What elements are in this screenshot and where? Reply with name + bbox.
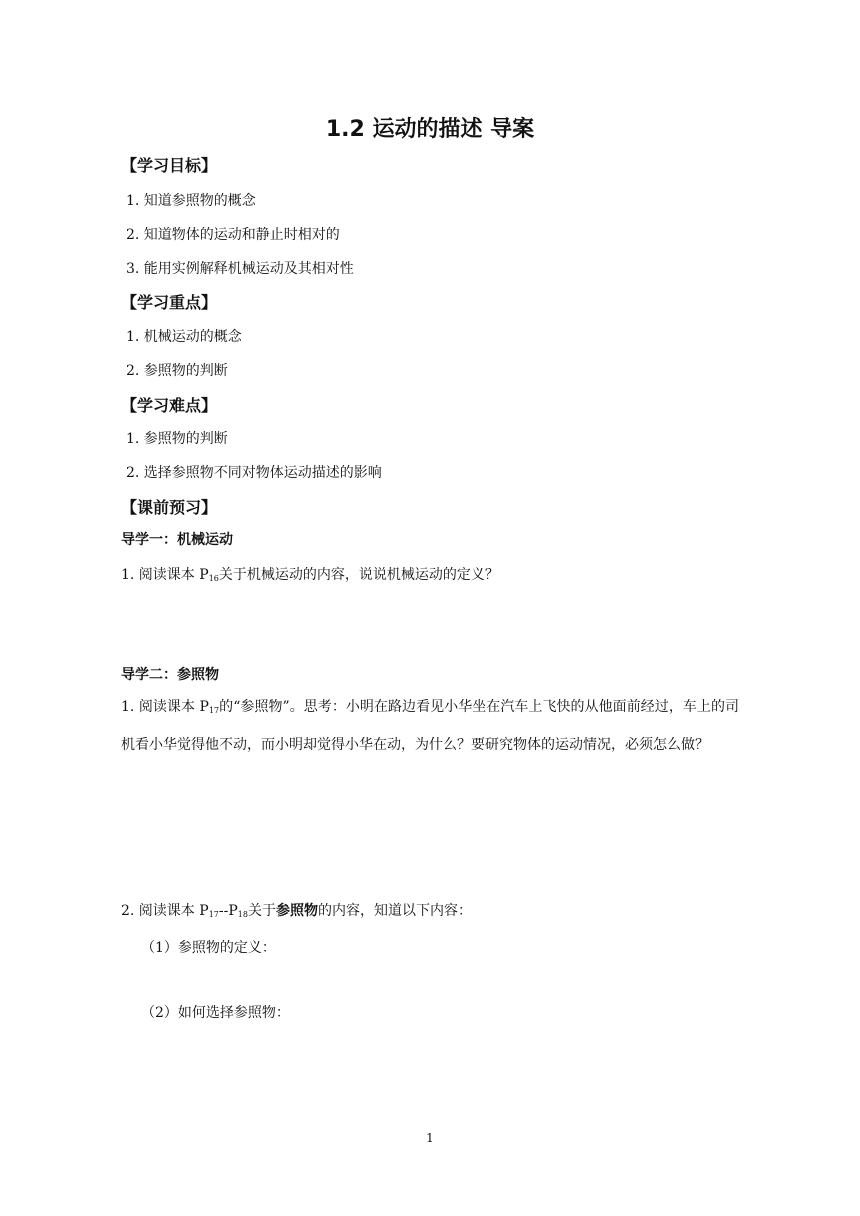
guide2-q2-page-subscript-1: 17 bbox=[208, 910, 219, 919]
guide2-q2-text-mid: --P bbox=[218, 903, 238, 919]
guide2-question-1 bbox=[121, 690, 739, 762]
page-number: 1 bbox=[426, 1131, 434, 1145]
goals-heading: 【学习目标】 bbox=[121, 156, 218, 175]
guide1-q1-page-subscript: 16 bbox=[208, 574, 219, 583]
guide2-title: 导学二：参照物 bbox=[121, 667, 219, 683]
goal-item-1: 1. 知道参照物的概念 bbox=[126, 193, 256, 209]
page-title: 1.2 运动的描述 导案 bbox=[325, 117, 535, 142]
goal-item-3: 3. 能用实例解释机械运动及其相对性 bbox=[126, 261, 354, 277]
guide2-q1-text-pre: 1. 阅读课本 P bbox=[121, 699, 209, 715]
key-points-heading: 【学习重点】 bbox=[121, 293, 218, 312]
guide2-q1-page-subscript: 17 bbox=[208, 706, 220, 715]
guide1-question-1 bbox=[121, 564, 499, 584]
difficulties-heading: 【学习难点】 bbox=[121, 396, 218, 415]
guide2-q2-page-subscript-2: 18 bbox=[237, 910, 248, 919]
goal-item-2: 2. 知道物体的运动和静止时相对的 bbox=[126, 227, 340, 243]
difficulty-item-1: 1. 参照物的判断 bbox=[126, 431, 228, 447]
guide2-q2-text-post-pre: 关于 bbox=[247, 903, 276, 919]
guide2-q1-text-post: 的“参照物”。思考：小明在路边看见小华坐在汽车上飞快的从他面前经过，车上的司机看小华觉得他不动，而小明却觉得小华在动，为什么？要研究物体的运动情况，必须怎么做？ bbox=[121, 699, 740, 753]
difficulty-item-2: 2. 选择参照物不同对物体运动描述的影响 bbox=[126, 465, 382, 481]
guide1-q1-text-pre: 1. 阅读课本 P bbox=[121, 567, 209, 583]
guide2-q2-text-pre: 2. 阅读课本 P bbox=[121, 903, 209, 919]
key-point-item-2: 2. 参照物的判断 bbox=[126, 363, 228, 379]
guide2-question-2 bbox=[121, 900, 472, 920]
guide2-q2-bold-term: 参照物 bbox=[275, 903, 318, 919]
guide1-q1-text-post: 关于机械运动的内容，说说机械运动的定义？ bbox=[218, 567, 499, 583]
guide2-q2-text-post: 的内容，知道以下内容： bbox=[317, 903, 472, 919]
guide2-q2-item-1: （1）参照物的定义： bbox=[141, 940, 276, 956]
key-point-item-1: 1. 机械运动的概念 bbox=[126, 329, 242, 345]
guide1-title: 导学一：机械运动 bbox=[121, 532, 233, 548]
preview-heading: 【课前预习】 bbox=[121, 498, 218, 517]
guide2-q2-item-2: （2）如何选择参照物： bbox=[141, 1005, 290, 1021]
